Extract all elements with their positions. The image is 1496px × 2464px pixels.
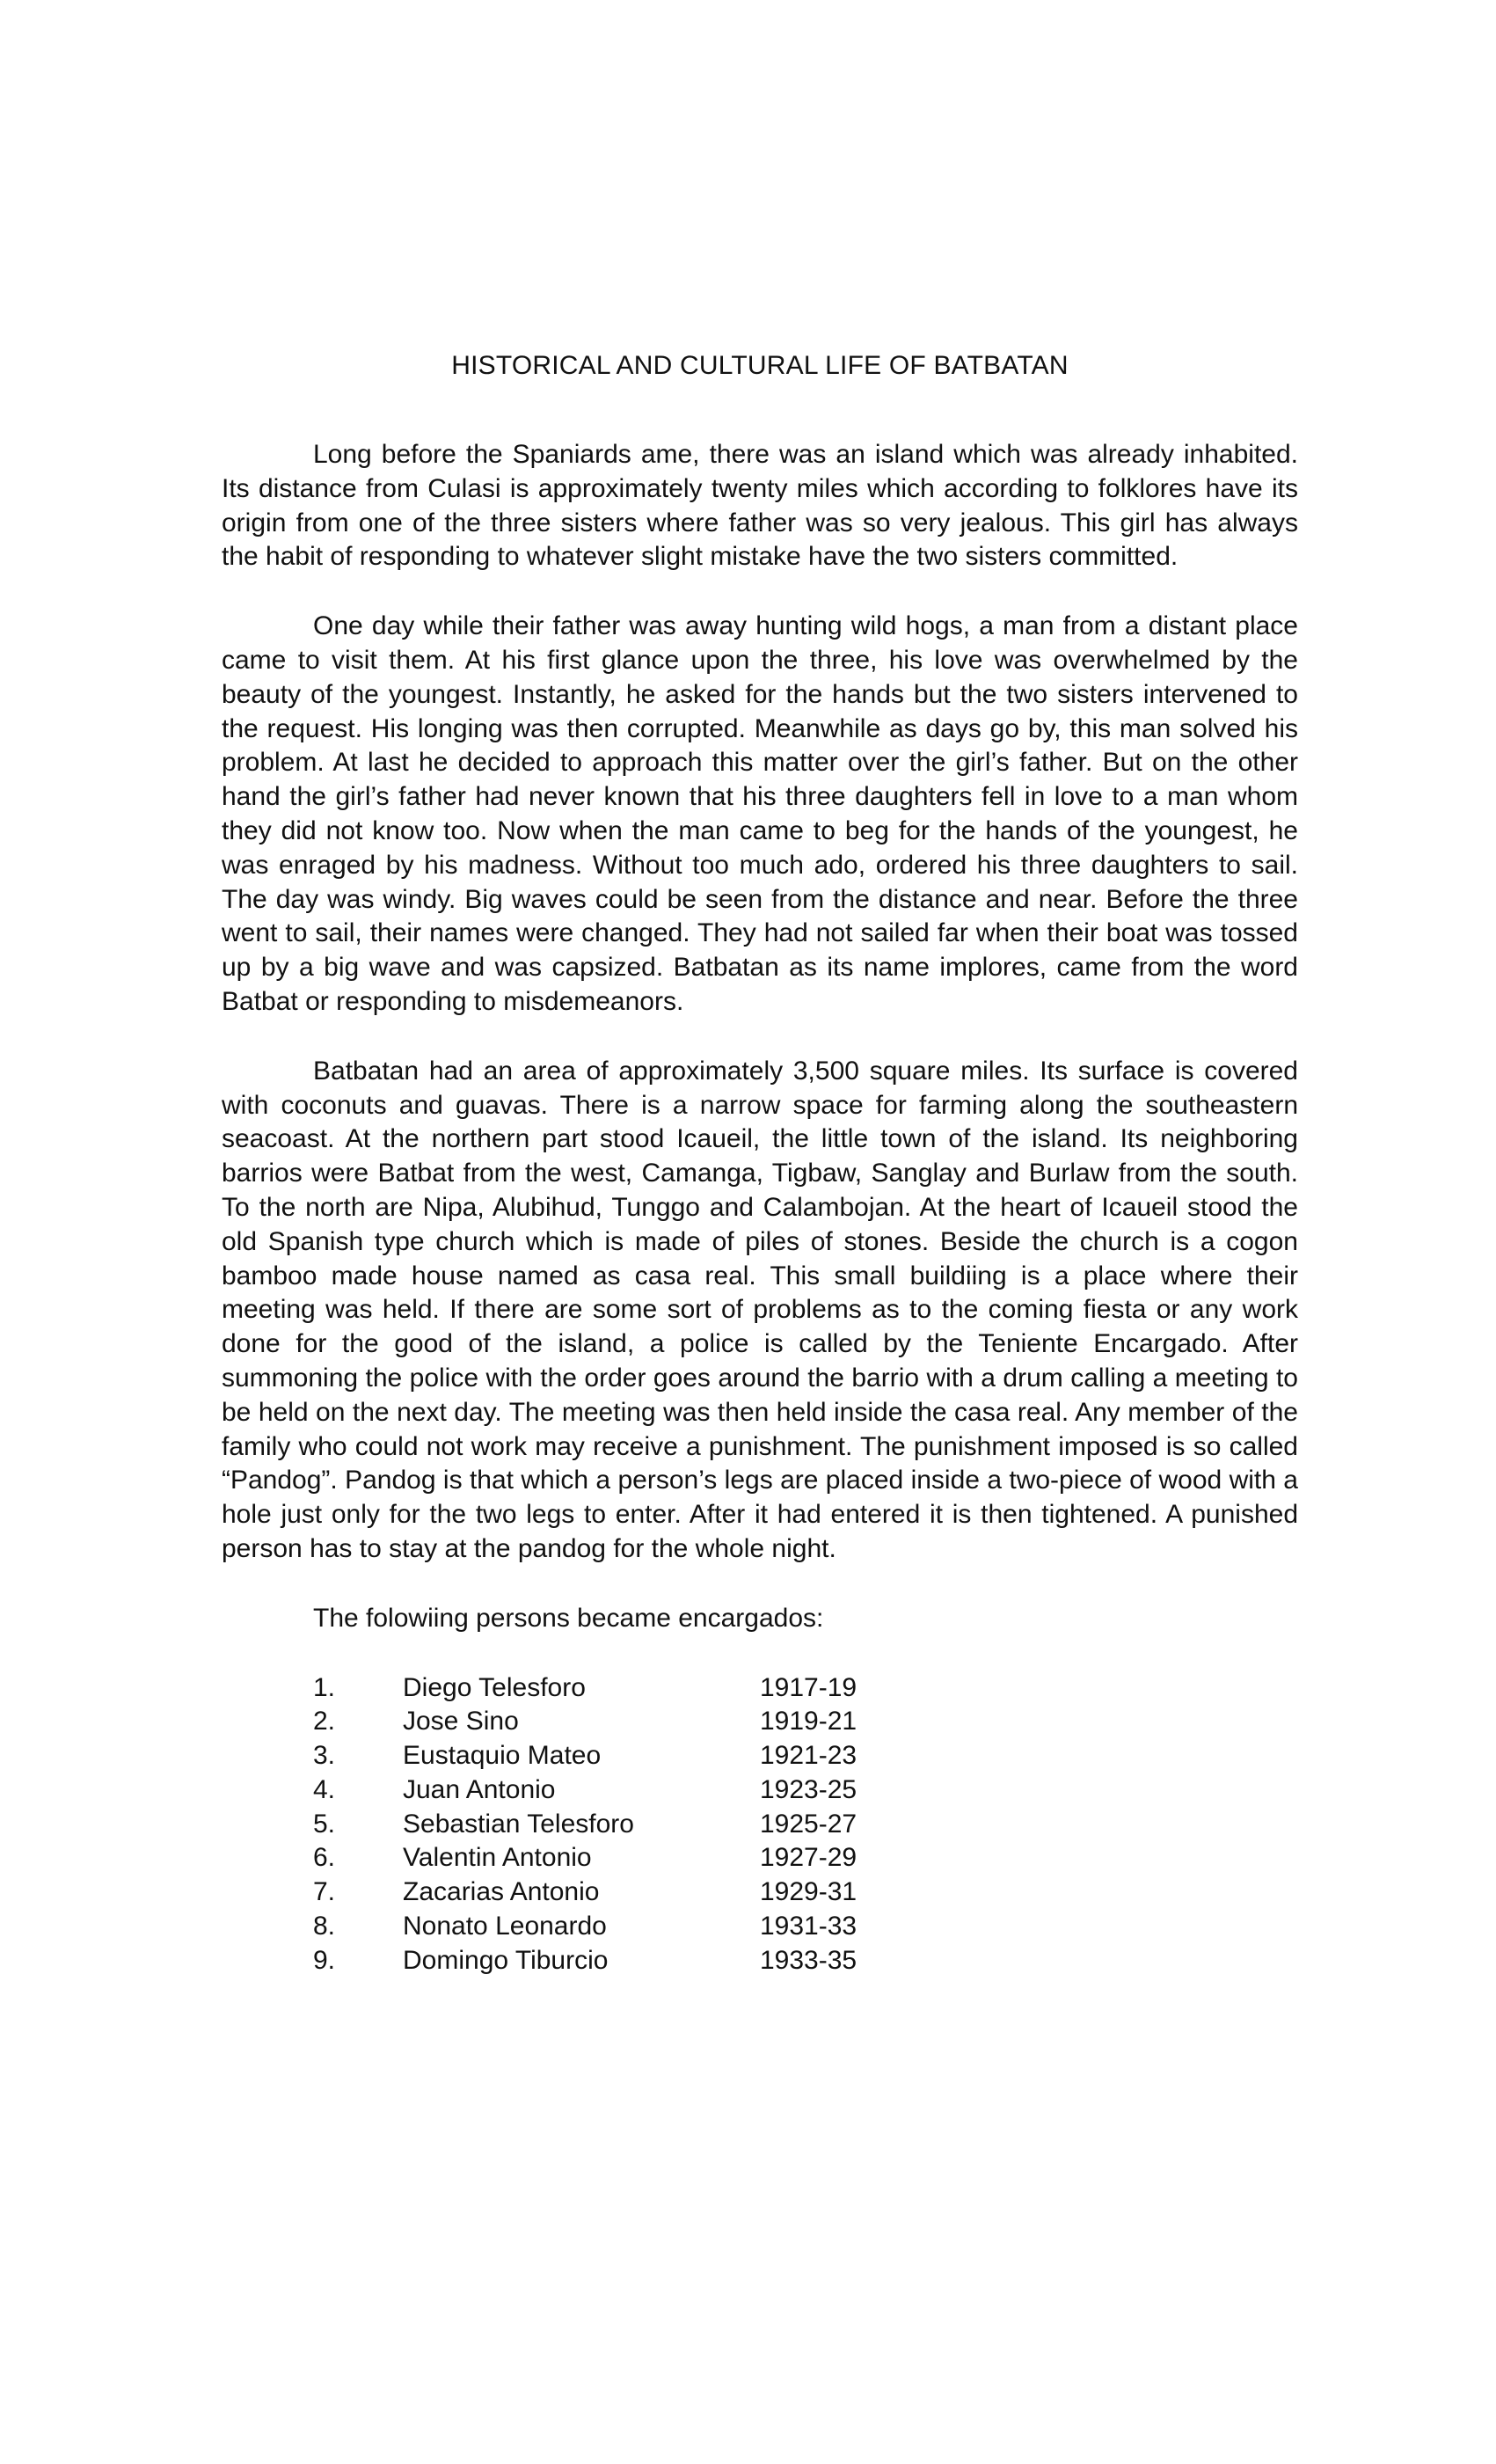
list-item-years: 1925-27 <box>760 1809 857 1839</box>
list-item-years: 1931-33 <box>760 1912 857 1941</box>
list-item <box>313 1671 1298 1706</box>
page-title: HISTORICAL AND CULTURAL LIFE OF BATBATAN <box>451 351 1069 380</box>
list-item-name: Juan Antonio <box>403 1774 556 1804</box>
document-page <box>222 348 1298 1978</box>
paragraph-legend: One day while their father was away hunting wild hogs, a man from a distant place came to visit them. At his first glance upon the three, his love was overwhelmed by the beauty of the youngest. Instantly, he asked for the hands but the two sisters intervened to the request. His longing was then corrupted. Meanwhile as days go by, this man solved his problem. At last he decided to approach this matter over the girl’s father. But on the other hand the girl’s father had never known that his three daughters fell in love to a man whom they did not know too. Now when the man came to beg for the hands of the youngest, he was enraged by his madness. Without too much ado, ordered his three daughters to sail. The day was windy. Big waves could be seen from the distance and near. Before the three went to sail, their names were changed. They had not sailed far when their boat was tossed up by a big wave and was capsized. Batbatan as its name implores, came from the word Batbat or responding to misdemeanors. <box>222 611 1298 1016</box>
list-item-years: 1933-35 <box>760 1945 857 1975</box>
list-item-name: Domingo Tiburcio <box>403 1945 609 1975</box>
list-item-number: 9. <box>313 1945 336 1975</box>
list-item <box>313 1944 1298 1978</box>
list-item-name: Nonato Leonardo <box>403 1912 607 1941</box>
list-item-name: Zacarias Antonio <box>403 1877 600 1907</box>
list-item-number: 2. <box>313 1707 336 1736</box>
list-item-number: 6. <box>313 1843 336 1873</box>
list-item <box>313 1705 1298 1739</box>
list-intro: The folowiing persons became encargados: <box>313 1603 824 1633</box>
list-item-name: Diego Telesforo <box>403 1672 586 1702</box>
list-item <box>313 1739 1298 1773</box>
list-item-years: 1919-21 <box>760 1707 857 1736</box>
list-item <box>313 1910 1298 1944</box>
paragraph-geography: Batbatan had an area of approximately 3,500 square miles. Its surface is covered with coconuts and guavas. There is a narrow space for farming along the southeastern seacoast. At the northern part stood Icaueil, the little town of the island. Its neighboring barrios were Batbat from the west, Camanga, Tigbaw, Sanglay and Burlaw from the south. To the north are Nipa, Alubihud, Tunggo and Calambojan. At the heart of Icaueil stood the old Spanish type church which is made of piles of stones. Beside the church is a cogon bamboo made house named as casa real. This small buildiing is a place where their meeting was held. If there are some sort of problems as to the coming fiesta or any work done for the good of the island, a police is called by the Teniente Encargado. After summoning the police with the order goes around the barrio with a drum calling a meeting to be held on the next day. The meeting was then held inside the casa real. Any member of the family who could not work may receive a punishment. The punishment imposed is so called “Pandog”. Pandog is that which a person’s legs are placed inside a two-piece of wood with a hole just only for the two legs to enter. After it had entered it is then tightened. A punished person has to stay at the pandog for the whole night. <box>222 1056 1298 1563</box>
list-item-number: 8. <box>313 1912 336 1941</box>
list-item-number: 4. <box>313 1774 336 1804</box>
list-item-number: 7. <box>313 1877 336 1907</box>
list-item <box>313 1773 1298 1808</box>
list-item-years: 1927-29 <box>760 1843 857 1873</box>
list-item-name: Valentin Antonio <box>403 1843 592 1873</box>
list-item-name: Jose Sino <box>403 1707 519 1736</box>
list-item-number: 1. <box>313 1672 336 1702</box>
list-item-name: Eustaquio Mateo <box>403 1741 602 1771</box>
paragraph-origin: Long before the Spaniards ame, there was an island which was already inhabited. Its distance from Culasi is approximately twenty miles which according to folklores have its origin from one of the three sisters where father was so very jealous. This girl has always the habit of responding to whatever slight mistake have the two sisters committed. <box>222 440 1298 572</box>
list-item <box>313 1808 1298 1842</box>
list-item-years: 1929-31 <box>760 1877 857 1907</box>
list-item-name: Sebastian Telesforo <box>403 1809 634 1839</box>
list-item-number: 3. <box>313 1741 336 1771</box>
list-item-years: 1921-23 <box>760 1741 857 1771</box>
encargados-list <box>313 1671 1298 1978</box>
list-item-years: 1917-19 <box>760 1672 857 1702</box>
list-item-number: 5. <box>313 1809 336 1839</box>
list-item <box>313 1875 1298 1910</box>
list-item-years: 1923-25 <box>760 1774 857 1804</box>
list-item <box>313 1841 1298 1875</box>
